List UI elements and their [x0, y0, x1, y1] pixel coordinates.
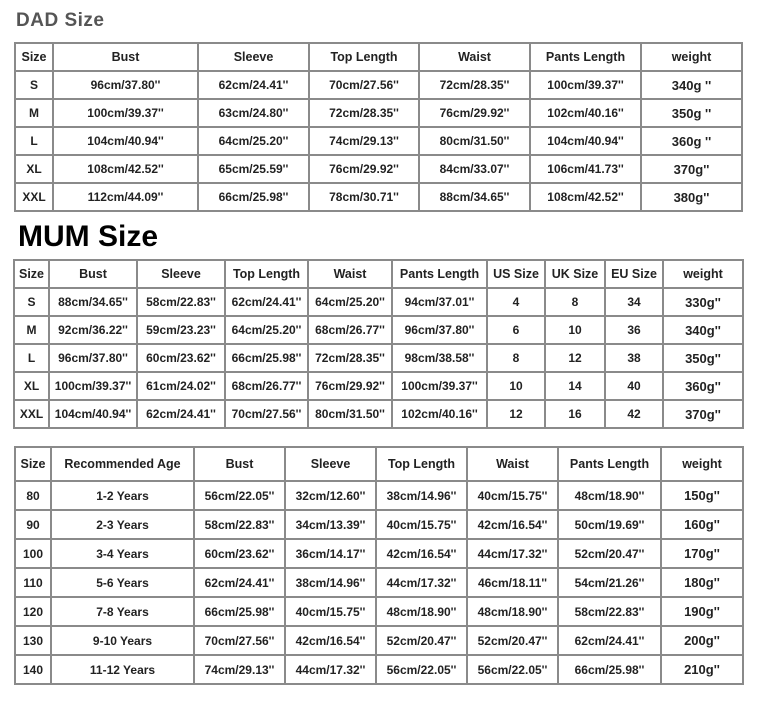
mum-cell: XL [14, 372, 49, 400]
mum-cell: 10 [545, 316, 605, 344]
dad-cell: 108cm/42.52'' [530, 183, 641, 211]
mum-cell: 40 [605, 372, 663, 400]
kid-cell: 160g'' [661, 510, 743, 539]
dad-cell: 72cm/28.35'' [309, 99, 419, 127]
mum-header-cell: US Size [487, 260, 545, 288]
dad-cell: 104cm/40.94'' [530, 127, 641, 155]
kid-cell: 74cm/29.13'' [194, 655, 285, 684]
kid-cell: 2-3 Years [51, 510, 194, 539]
kid-cell: 190g'' [661, 597, 743, 626]
kid-cell: 36cm/14.17'' [285, 539, 376, 568]
mum-cell: 92cm/36.22'' [49, 316, 137, 344]
kid-cell: 40cm/15.75'' [376, 510, 467, 539]
kid-cell: 170g'' [661, 539, 743, 568]
kid-cell: 46cm/18.11'' [467, 568, 558, 597]
dad-cell: 64cm/25.20'' [198, 127, 309, 155]
dad-cell: 100cm/39.37'' [53, 99, 198, 127]
kid-cell: 62cm/24.41'' [558, 626, 661, 655]
kid-cell: 50cm/19.69'' [558, 510, 661, 539]
kid-cell: 60cm/23.62'' [194, 539, 285, 568]
kid-cell: 80 [15, 481, 51, 510]
kid-cell: 120 [15, 597, 51, 626]
kid-cell: 200g'' [661, 626, 743, 655]
kid-header-cell: weight [661, 447, 743, 481]
mum-cell: XXL [14, 400, 49, 428]
mum-cell: 68cm/26.77'' [308, 316, 392, 344]
kid-cell: 100 [15, 539, 51, 568]
mum-cell: 98cm/38.58'' [392, 344, 487, 372]
mum-cell: 72cm/28.35'' [308, 344, 392, 372]
mum-cell: 8 [545, 288, 605, 316]
kid-cell: 42cm/16.54'' [376, 539, 467, 568]
dad-cell: 380g'' [641, 183, 742, 211]
dad-cell: 70cm/27.56'' [309, 71, 419, 99]
mum-cell: 68cm/26.77'' [225, 372, 308, 400]
kid-cell: 56cm/22.05'' [194, 481, 285, 510]
kid-cell: 54cm/21.26'' [558, 568, 661, 597]
dad-table-row [15, 127, 742, 155]
mum-header-cell: Bust [49, 260, 137, 288]
mum-cell: 38 [605, 344, 663, 372]
dad-cell: 74cm/29.13'' [309, 127, 419, 155]
kid-size-table [14, 446, 744, 685]
kid-cell: 150g'' [661, 481, 743, 510]
kid-cell: 44cm/17.32'' [285, 655, 376, 684]
kid-table-row [15, 510, 743, 539]
kid-cell: 210g'' [661, 655, 743, 684]
kid-header-row [15, 447, 743, 481]
dad-header-cell: Sleeve [198, 43, 309, 71]
mum-cell: 94cm/37.01'' [392, 288, 487, 316]
dad-cell: 370g'' [641, 155, 742, 183]
dad-cell: 72cm/28.35'' [419, 71, 530, 99]
mum-cell: 100cm/39.37'' [49, 372, 137, 400]
dad-cell: 108cm/42.52'' [53, 155, 198, 183]
dad-cell: XXL [15, 183, 53, 211]
mum-cell: 4 [487, 288, 545, 316]
dad-cell: 112cm/44.09'' [53, 183, 198, 211]
mum-cell: 340g'' [663, 316, 743, 344]
kid-table-row [15, 481, 743, 510]
kid-table-row [15, 655, 743, 684]
mum-cell: S [14, 288, 49, 316]
mum-cell: 12 [545, 344, 605, 372]
dad-table-row [15, 183, 742, 211]
kid-cell: 3-4 Years [51, 539, 194, 568]
mum-header-cell: EU Size [605, 260, 663, 288]
mum-header-cell: Pants Length [392, 260, 487, 288]
dad-size-table [14, 42, 743, 212]
mum-cell: 36 [605, 316, 663, 344]
mum-cell: L [14, 344, 49, 372]
dad-cell: 66cm/25.98'' [198, 183, 309, 211]
mum-cell: 62cm/24.41'' [225, 288, 308, 316]
mum-cell: 64cm/25.20'' [308, 288, 392, 316]
kid-header-cell: Pants Length [558, 447, 661, 481]
kid-cell: 9-10 Years [51, 626, 194, 655]
dad-cell: L [15, 127, 53, 155]
dad-cell: 96cm/37.80'' [53, 71, 198, 99]
mum-cell: 61cm/24.02'' [137, 372, 225, 400]
mum-table-row [14, 372, 743, 400]
mum-cell: 14 [545, 372, 605, 400]
mum-cell: M [14, 316, 49, 344]
mum-cell: 330g'' [663, 288, 743, 316]
dad-header-cell: Top Length [309, 43, 419, 71]
kid-cell: 38cm/14.96'' [285, 568, 376, 597]
kid-header-cell: Bust [194, 447, 285, 481]
mum-cell: 59cm/23.23'' [137, 316, 225, 344]
mum-table-row [14, 316, 743, 344]
mum-header-cell: Size [14, 260, 49, 288]
mum-cell: 60cm/23.62'' [137, 344, 225, 372]
kid-cell: 38cm/14.96'' [376, 481, 467, 510]
kid-cell: 32cm/12.60'' [285, 481, 376, 510]
mum-cell: 360g'' [663, 372, 743, 400]
kid-cell: 130 [15, 626, 51, 655]
kid-cell: 180g'' [661, 568, 743, 597]
kid-cell: 70cm/27.56'' [194, 626, 285, 655]
kid-header-cell: Waist [467, 447, 558, 481]
dad-header-cell: Waist [419, 43, 530, 71]
kid-header-cell: Recommended Age [51, 447, 194, 481]
mum-cell: 96cm/37.80'' [392, 316, 487, 344]
mum-cell: 102cm/40.16'' [392, 400, 487, 428]
dad-cell: 340g '' [641, 71, 742, 99]
dad-cell: 360g '' [641, 127, 742, 155]
mum-table-row [14, 400, 743, 428]
kid-cell: 34cm/13.39'' [285, 510, 376, 539]
dad-cell: 78cm/30.71'' [309, 183, 419, 211]
dad-cell: 62cm/24.41'' [198, 71, 309, 99]
mum-cell: 64cm/25.20'' [225, 316, 308, 344]
kid-table-row [15, 626, 743, 655]
dad-header-row [15, 43, 742, 71]
dad-cell: 350g '' [641, 99, 742, 127]
dad-cell: 100cm/39.37'' [530, 71, 641, 99]
mum-cell: 70cm/27.56'' [225, 400, 308, 428]
dad-cell: 76cm/29.92'' [309, 155, 419, 183]
dad-cell: 88cm/34.65'' [419, 183, 530, 211]
mum-cell: 104cm/40.94'' [49, 400, 137, 428]
mum-cell: 350g'' [663, 344, 743, 372]
kid-cell: 52cm/20.47'' [558, 539, 661, 568]
mum-cell: 58cm/22.83'' [137, 288, 225, 316]
mum-cell: 42 [605, 400, 663, 428]
dad-table-row [15, 155, 742, 183]
dad-cell: 104cm/40.94'' [53, 127, 198, 155]
kid-cell: 1-2 Years [51, 481, 194, 510]
mum-cell: 370g'' [663, 400, 743, 428]
dad-table-row [15, 99, 742, 127]
mum-cell: 76cm/29.92'' [308, 372, 392, 400]
mum-header-cell: Sleeve [137, 260, 225, 288]
mum-cell: 12 [487, 400, 545, 428]
mum-cell: 96cm/37.80'' [49, 344, 137, 372]
mum-header-cell: Waist [308, 260, 392, 288]
mum-header-row [14, 260, 743, 288]
dad-header-cell: Bust [53, 43, 198, 71]
mum-cell: 100cm/39.37'' [392, 372, 487, 400]
dad-header-cell: Size [15, 43, 53, 71]
mum-table-row [14, 344, 743, 372]
kid-cell: 58cm/22.83'' [194, 510, 285, 539]
mum-cell: 66cm/25.98'' [225, 344, 308, 372]
mum-cell: 80cm/31.50'' [308, 400, 392, 428]
dad-cell: 65cm/25.59'' [198, 155, 309, 183]
kid-cell: 40cm/15.75'' [467, 481, 558, 510]
kid-cell: 48cm/18.90'' [467, 597, 558, 626]
dad-cell: XL [15, 155, 53, 183]
mum-cell: 6 [487, 316, 545, 344]
kid-cell: 140 [15, 655, 51, 684]
kid-cell: 52cm/20.47'' [376, 626, 467, 655]
kid-cell: 5-6 Years [51, 568, 194, 597]
kid-cell: 44cm/17.32'' [467, 539, 558, 568]
dad-cell: 84cm/33.07'' [419, 155, 530, 183]
mum-cell: 10 [487, 372, 545, 400]
mum-cell: 8 [487, 344, 545, 372]
mum-size-title: MUM Size [18, 220, 159, 253]
kid-cell: 52cm/20.47'' [467, 626, 558, 655]
mum-header-cell: UK Size [545, 260, 605, 288]
kid-header-cell: Sleeve [285, 447, 376, 481]
mum-size-table [13, 259, 744, 429]
kid-cell: 66cm/25.98'' [558, 655, 661, 684]
kid-cell: 48cm/18.90'' [376, 597, 467, 626]
mum-header-cell: weight [663, 260, 743, 288]
mum-cell: 88cm/34.65'' [49, 288, 137, 316]
kid-cell: 48cm/18.90'' [558, 481, 661, 510]
dad-table-row [15, 71, 742, 99]
kid-cell: 44cm/17.32'' [376, 568, 467, 597]
mum-cell: 16 [545, 400, 605, 428]
kid-cell: 11-12 Years [51, 655, 194, 684]
dad-cell: 102cm/40.16'' [530, 99, 641, 127]
kid-cell: 42cm/16.54'' [467, 510, 558, 539]
dad-cell: 76cm/29.92'' [419, 99, 530, 127]
kid-table-row [15, 539, 743, 568]
dad-cell: 63cm/24.80'' [198, 99, 309, 127]
dad-cell: M [15, 99, 53, 127]
kid-cell: 58cm/22.83'' [558, 597, 661, 626]
dad-cell: 80cm/31.50'' [419, 127, 530, 155]
kid-cell: 56cm/22.05'' [376, 655, 467, 684]
kid-cell: 40cm/15.75'' [285, 597, 376, 626]
kid-cell: 42cm/16.54'' [285, 626, 376, 655]
kid-table-row [15, 568, 743, 597]
dad-cell: 106cm/41.73'' [530, 155, 641, 183]
dad-size-title: DAD Size [16, 10, 105, 31]
kid-header-cell: Top Length [376, 447, 467, 481]
kid-cell: 110 [15, 568, 51, 597]
kid-cell: 7-8 Years [51, 597, 194, 626]
mum-cell: 62cm/24.41'' [137, 400, 225, 428]
dad-cell: S [15, 71, 53, 99]
kid-cell: 62cm/24.41'' [194, 568, 285, 597]
mum-cell: 34 [605, 288, 663, 316]
dad-header-cell: Pants Length [530, 43, 641, 71]
kid-cell: 90 [15, 510, 51, 539]
kid-header-cell: Size [15, 447, 51, 481]
kid-cell: 56cm/22.05'' [467, 655, 558, 684]
mum-header-cell: Top Length [225, 260, 308, 288]
mum-table-row [14, 288, 743, 316]
kid-cell: 66cm/25.98'' [194, 597, 285, 626]
dad-header-cell: weight [641, 43, 742, 71]
kid-table-row [15, 597, 743, 626]
